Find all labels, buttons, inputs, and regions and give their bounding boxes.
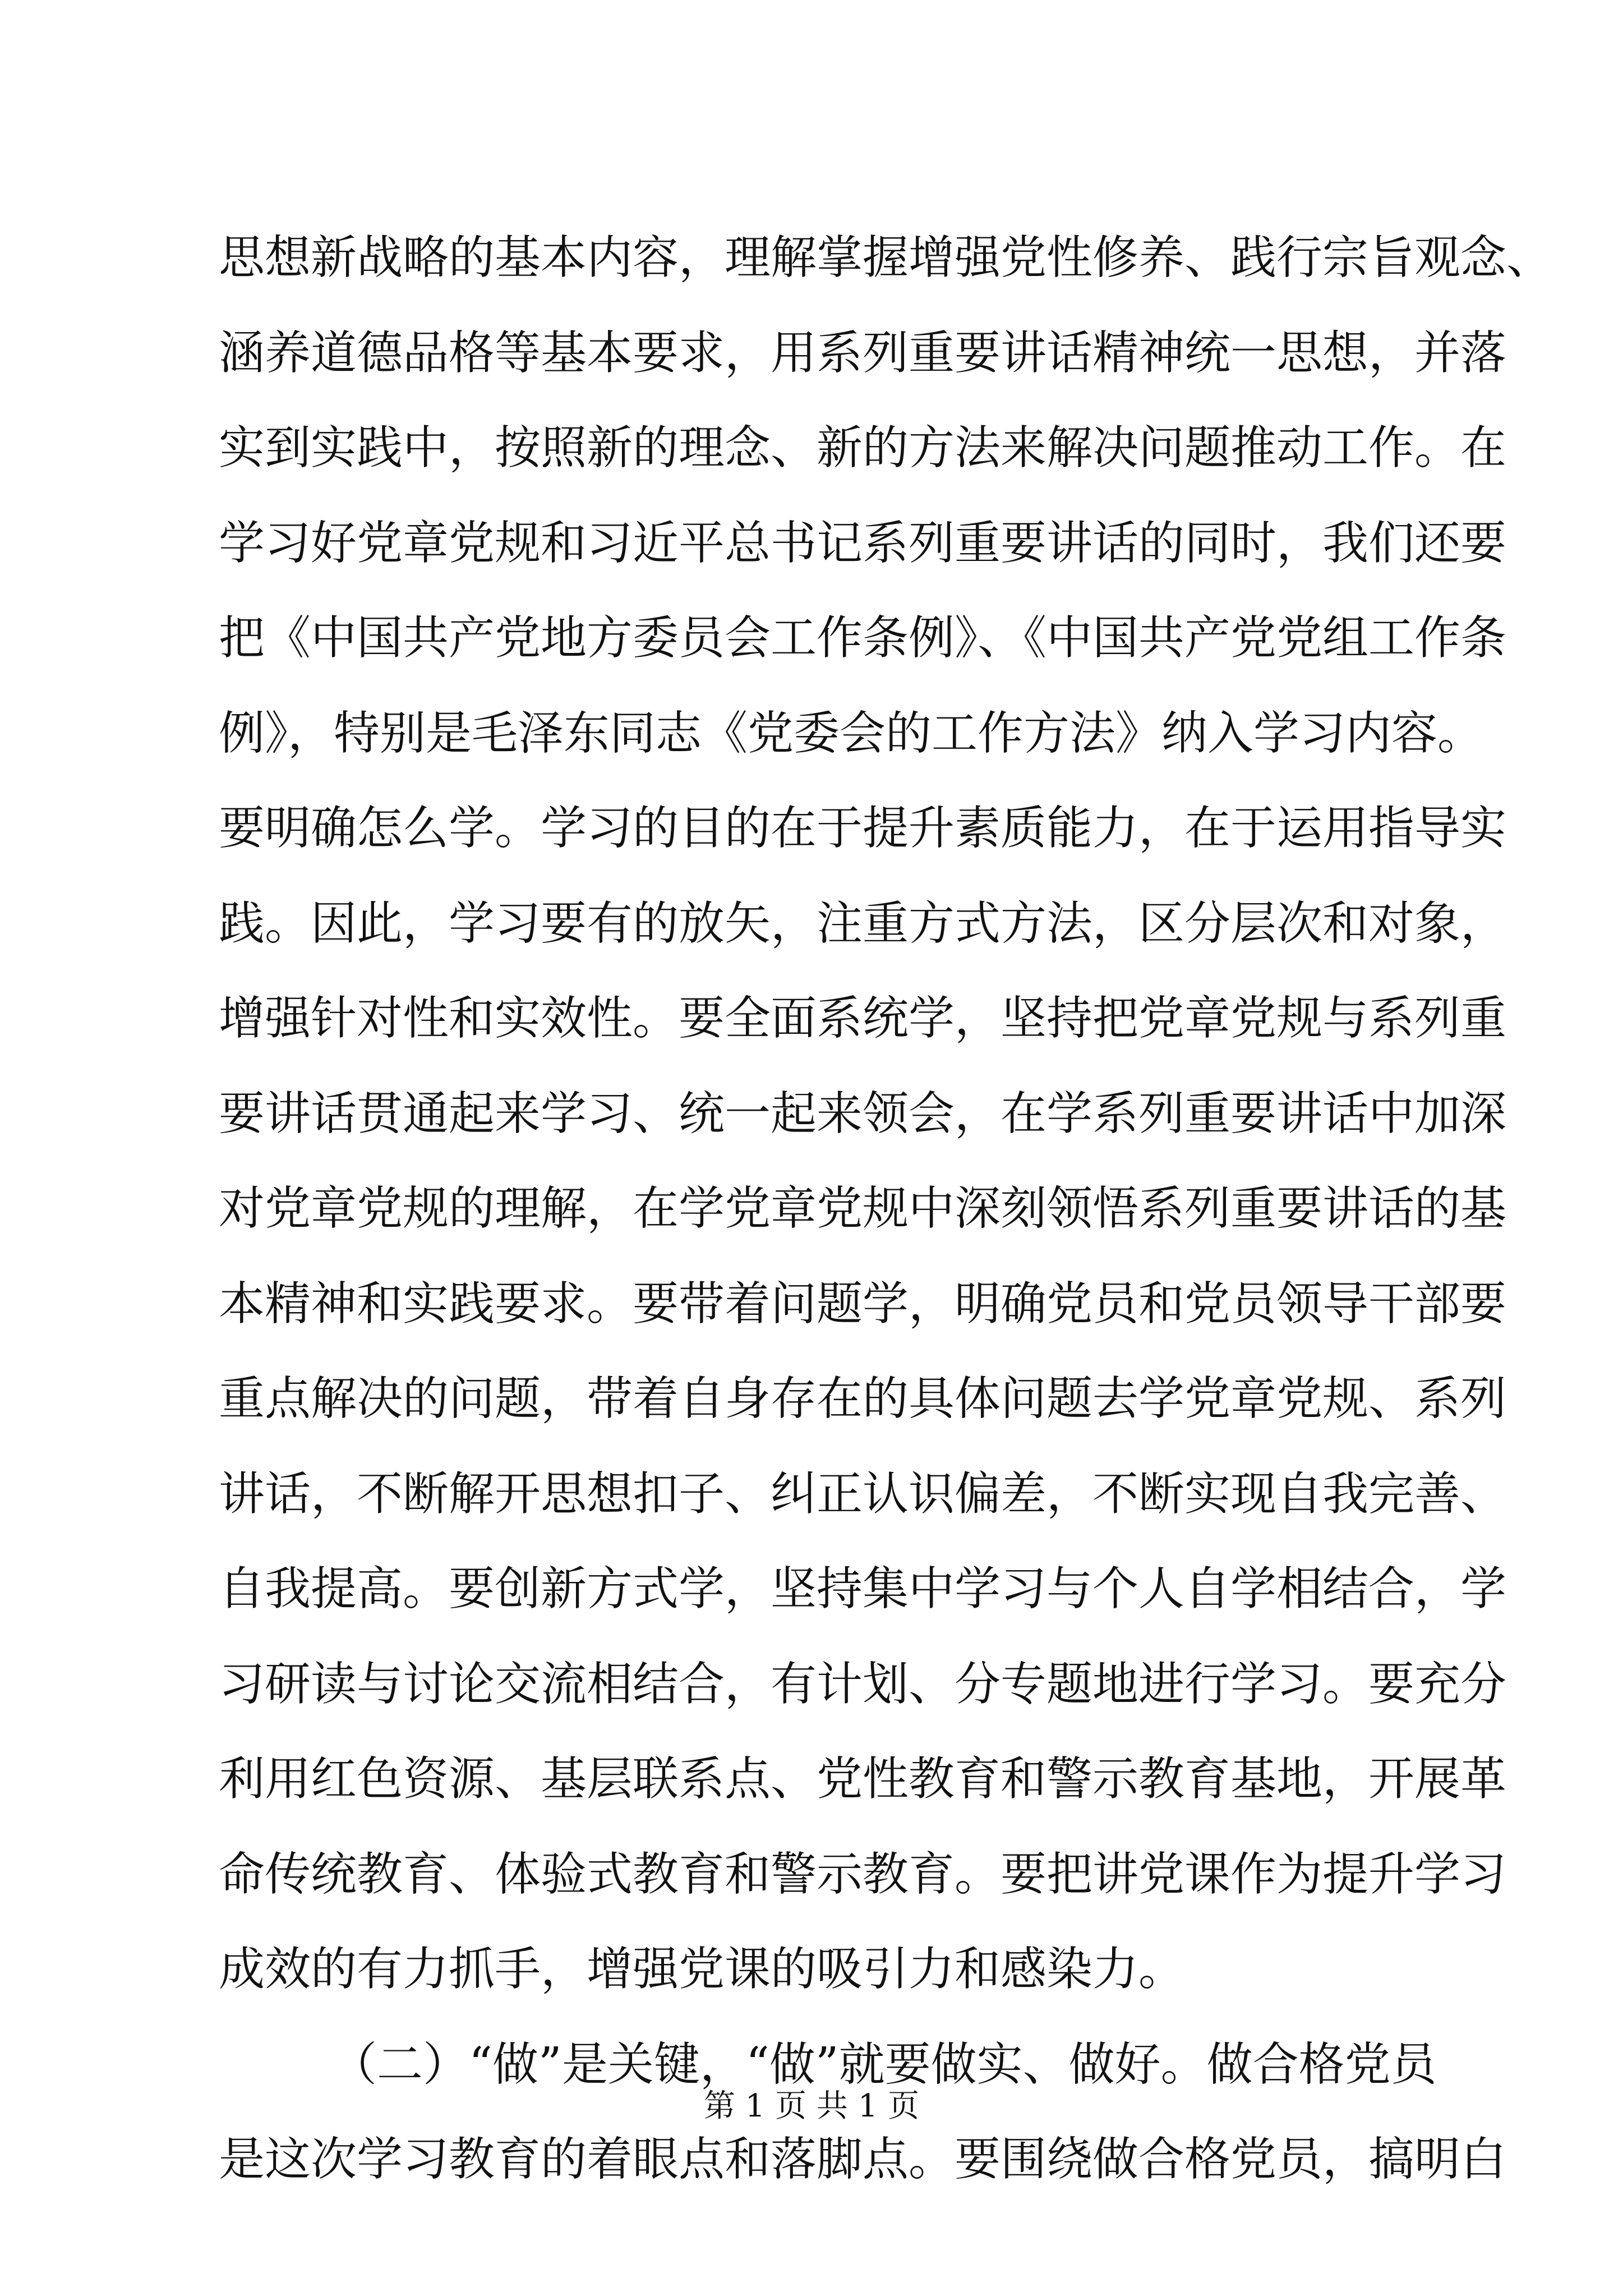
text-line-15: 自我提高。要创新方式学，坚持集中学习与个人自学相结合，学	[219, 1562, 1507, 1616]
text-line-3: 实到实践中，按照新的理念、新的方法来解决问题推动工作。在	[219, 421, 1507, 475]
text-line-10: 要讲话贯通起来学习、统一起来领会，在学系列重要讲话中加深	[219, 1087, 1507, 1140]
text-line-5: 把《中国共产党地方委员会工作条例》、《中国共产党党组工作条	[219, 611, 1507, 665]
text-line-4: 学习好党章党规和习近平总书记系列重要讲话的同时，我们还要	[219, 516, 1507, 570]
text-line-13: 重点解决的问题，带着自身存在的具体问题去学党章党规、系列	[219, 1372, 1507, 1425]
text-line-2: 涵养道德品格等基本要求，用系列重要讲话精神统一思想，并落	[219, 326, 1507, 380]
text-line-7: 要明确怎么学。学习的目的在于提升素质能力，在于运用指导实	[219, 802, 1507, 855]
body-text	[219, 210, 1553, 2207]
text-line-6: 例》，特别是毛泽东同志《党委会的工作方法》纳入学习内容。	[219, 706, 1484, 760]
page-footer: 第 1 页 共 1 页	[703, 2088, 920, 2124]
text-line-18: 命传统教育、体验式教育和警示教育。要把讲党课作为提升学习	[219, 1847, 1507, 1901]
text-line-1: 思想新战略的基本内容，理解掌握增强党性修养、践行宗旨观念、	[219, 231, 1553, 284]
text-line-19: 成效的有力抓手，增强党课的吸引力和感染力。	[219, 1943, 1185, 1996]
text-line-21: 是这次学习教育的着眼点和落脚点。要围绕做合格党员，搞明白	[219, 2133, 1507, 2186]
text-line-20: （二）“做”是关键，“做”就要做实、做好。做合格党员	[331, 2037, 1437, 2091]
text-line-9: 增强针对性和实效性。要全面系统学，坚持把党章党规与系列重	[219, 992, 1507, 1045]
text-line-16: 习研读与讨论交流相结合，有计划、分专题地进行学习。要充分	[219, 1657, 1507, 1711]
text-line-17: 利用红色资源、基层联系点、党性教育和警示教育基地，开展革	[219, 1752, 1507, 1806]
text-line-11: 对党章党规的理解，在学党章党规中深刻领悟系列重要讲话的基	[219, 1182, 1507, 1235]
text-line-8: 践。因此，学习要有的放矢，注重方式方法，区分层次和对象，	[219, 896, 1507, 950]
text-line-12: 本精神和实践要求。要带着问题学，明确党员和党员领导干部要	[219, 1277, 1507, 1331]
text-line-14: 讲话，不断解开思想扣子、纠正认识偏差，不断实现自我完善、	[219, 1467, 1507, 1521]
